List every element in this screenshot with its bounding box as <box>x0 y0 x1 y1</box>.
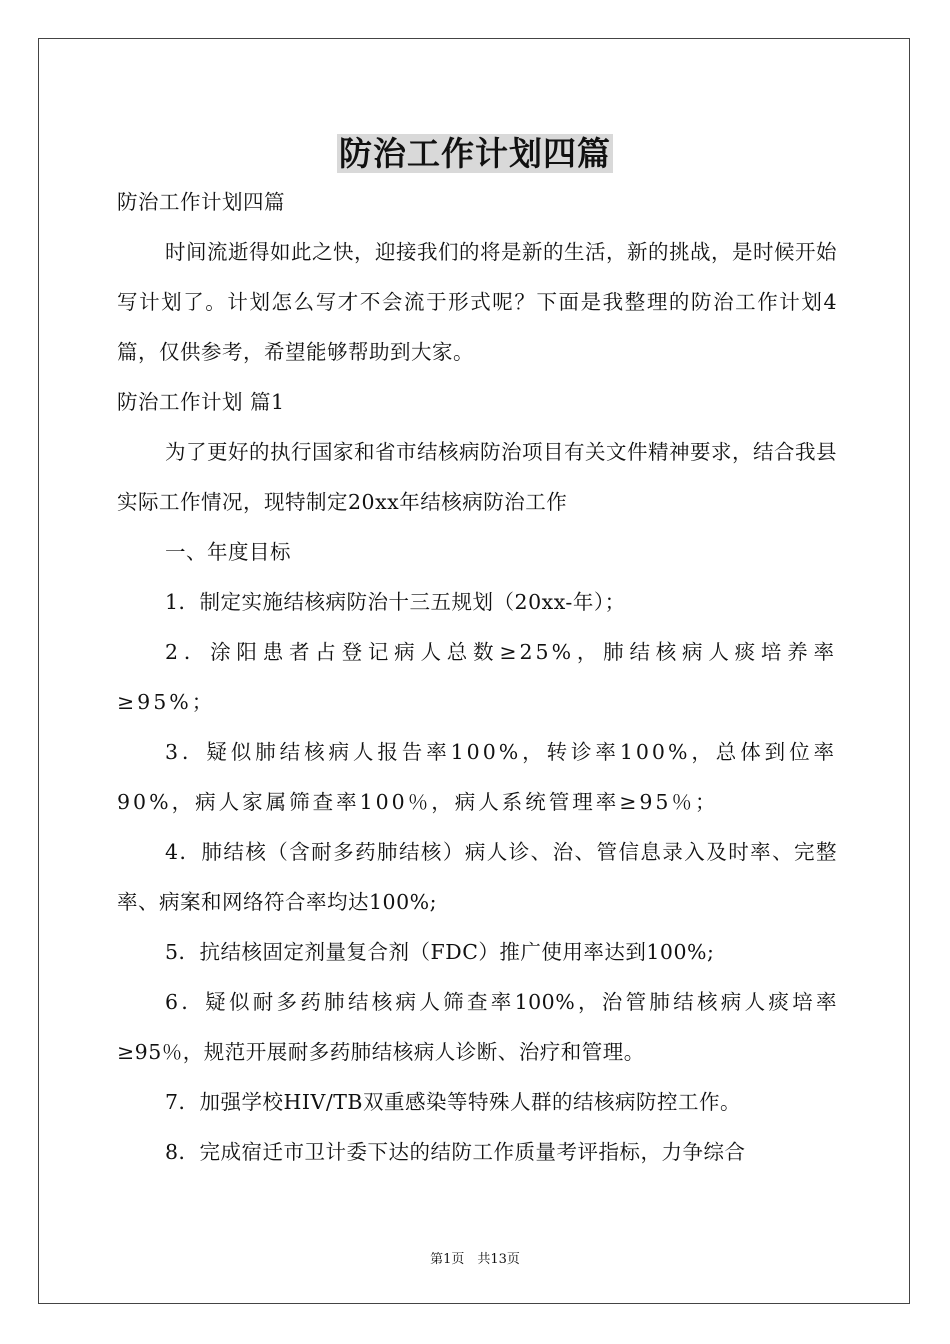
paragraph: 防治工作计划四篇 <box>117 190 285 214</box>
paragraph: 4．肺结核（含耐多药肺结核）病人诊、治、管信息录入及时率、完整率、病案和网络符合率均达100%; <box>117 840 837 914</box>
paragraph: 7．加强学校HIV/TB双重感染等特殊人群的结核病防控工作。 <box>165 1090 741 1114</box>
paragraph: 3．疑似肺结核病人报告率100%，转诊率100%，总体到位率90%，病人家属筛查率100％，病人系统管理率≥95％； <box>117 740 837 814</box>
paragraph: 2．涂阳患者占登记病人总数≥25%，肺结核病人痰培养率≥95%； <box>117 640 837 714</box>
page-footer: 第1页 共13页 <box>430 1252 520 1267</box>
paragraph: 8．完成宿迁市卫计委下达的结防工作质量考评指标，力争综合 <box>165 1140 746 1164</box>
document-title-text: 防治工作计划四篇 <box>339 134 611 173</box>
paragraph: 5．抗结核固定剂量复合剂（FDC）推广使用率达到100%; <box>165 940 715 964</box>
paragraph: 6．疑似耐多药肺结核病人筛查率100%，治管肺结核病人痰培率≥95％，规范开展耐多药肺结核病人诊断、治疗和管理。 <box>117 990 837 1064</box>
document-body <box>117 177 837 1177</box>
paragraph: 时间流逝得如此之快，迎接我们的将是新的生活，新的挑战，是时候开始写计划了。计划怎么写才不会流于形式呢？下面是我整理的防治工作计划4篇，仅供参考，希望能够帮助到大家。 <box>117 240 837 364</box>
paragraph: 一、年度目标 <box>165 540 291 564</box>
paragraph: 为了更好的执行国家和省市结核病防治项目有关文件精神要求，结合我县实际工作情况，现特制定20xx年结核病防治工作 <box>117 440 837 514</box>
document-title <box>0 128 950 175</box>
paragraph: 1．制定实施结核病防治十三五规划（20xx-年）； <box>165 590 626 614</box>
paragraph: 防治工作计划 篇1 <box>117 390 285 414</box>
